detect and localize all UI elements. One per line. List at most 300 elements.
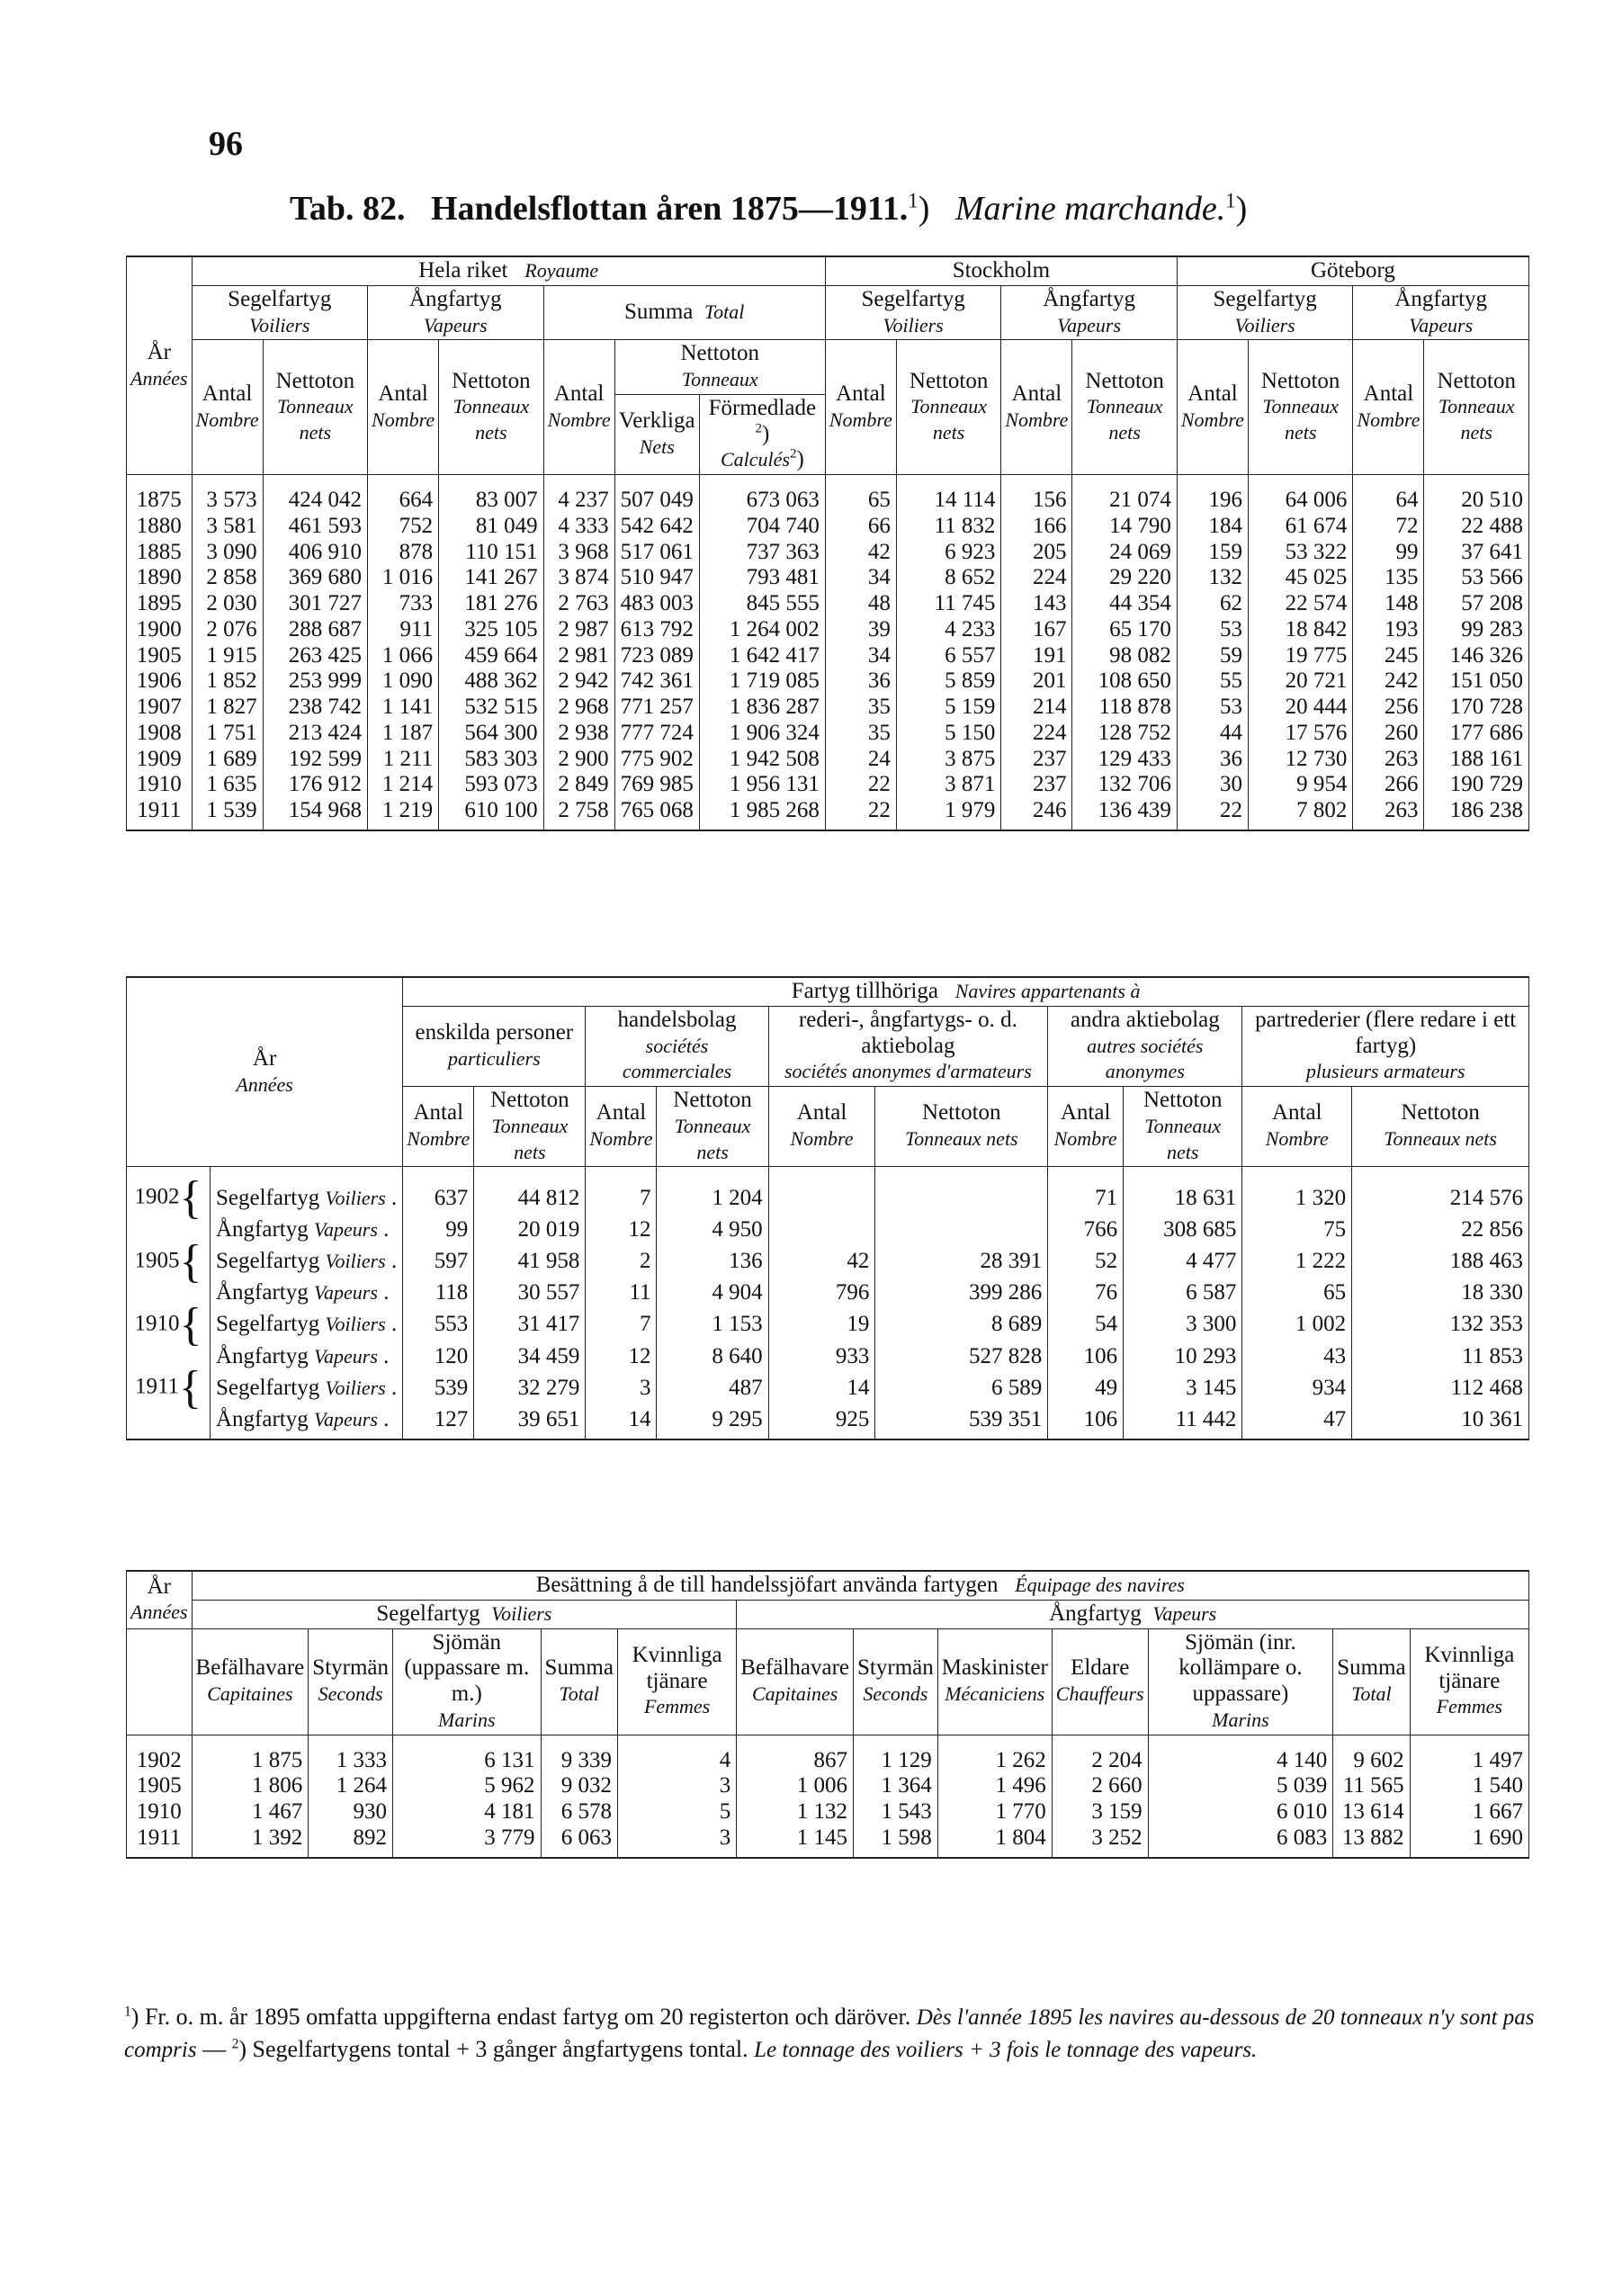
crew-table xyxy=(126,1570,1529,1859)
year-header: År Années xyxy=(127,256,193,475)
value-cell: 553 xyxy=(403,1306,474,1344)
value-cell: 796 xyxy=(768,1280,875,1306)
value-cell: 845 555 xyxy=(699,591,825,617)
value-cell: 53 322 xyxy=(1248,540,1352,566)
gbg-angf-header: Ångfartyg Vapeurs xyxy=(1353,285,1529,340)
crew-angf-header: Ångfartyg Vapeurs xyxy=(737,1600,1529,1628)
value-cell: 132 353 xyxy=(1352,1306,1529,1344)
value-cell: 18 842 xyxy=(1248,617,1352,643)
value-cell: 673 063 xyxy=(699,475,825,514)
value-cell: 181 276 xyxy=(439,591,543,617)
value-cell: 8 640 xyxy=(657,1344,768,1370)
value-cell: 44 812 xyxy=(474,1167,586,1217)
value-cell: 1 852 xyxy=(192,668,263,695)
value-cell: 1 539 xyxy=(192,798,263,830)
antal-header: Antal Nombre xyxy=(1001,340,1072,475)
value-cell: 4 237 xyxy=(543,475,614,514)
value-cell: 156 xyxy=(1001,475,1072,514)
value-cell: 98 082 xyxy=(1072,643,1177,669)
value-cell: 2 900 xyxy=(543,747,614,773)
summa-header: Summa Total xyxy=(541,1628,617,1735)
value-cell: 8 652 xyxy=(896,565,1000,591)
value-cell: 188 463 xyxy=(1352,1243,1529,1281)
value-cell: 52 xyxy=(1048,1243,1124,1281)
value-cell: 6 578 xyxy=(541,1799,617,1825)
value-cell: 7 xyxy=(586,1306,657,1344)
value-cell: 3 xyxy=(617,1773,736,1799)
value-cell: 22 488 xyxy=(1424,514,1529,540)
value-cell: 878 xyxy=(368,540,439,566)
value-cell: 29 220 xyxy=(1072,565,1177,591)
ownership-row xyxy=(127,1407,1529,1439)
value-cell: 214 576 xyxy=(1352,1167,1529,1217)
vessel-type-label: Ångfartyg Vapeurs . xyxy=(211,1280,403,1306)
year-cell: 1910{ xyxy=(127,1306,211,1344)
year-cell: 1902{ xyxy=(127,1167,211,1217)
value-cell: 20 019 xyxy=(474,1217,586,1243)
value-cell: 2 076 xyxy=(192,617,263,643)
value-cell: 166 xyxy=(1001,514,1072,540)
title-french: Marine marchande. xyxy=(954,190,1226,228)
crew-row xyxy=(127,1825,1529,1858)
value-cell: 610 100 xyxy=(439,798,543,830)
value-cell: 55 xyxy=(1177,668,1248,695)
value-cell: 488 362 xyxy=(439,668,543,695)
value-cell: 507 049 xyxy=(614,475,699,514)
table-number: Tab. 82. xyxy=(290,190,406,228)
value-cell: 4 181 xyxy=(393,1799,542,1825)
value-cell: 106 xyxy=(1048,1344,1124,1370)
hela-riket-header: Hela riket Royaume xyxy=(192,256,825,285)
value-cell: 3 573 xyxy=(192,475,263,514)
value-cell: 81 049 xyxy=(439,514,543,540)
value-cell: 128 752 xyxy=(1072,721,1177,747)
gbg-segel-header: Segelfartyg Voiliers xyxy=(1177,285,1353,340)
value-cell: 1 016 xyxy=(368,565,439,591)
value-cell: 141 267 xyxy=(439,565,543,591)
value-cell: 2 858 xyxy=(192,565,263,591)
value-cell: 1 090 xyxy=(368,668,439,695)
value-cell: 22 xyxy=(1177,798,1248,830)
value-cell: 83 007 xyxy=(439,475,543,514)
year-cell: 1908 xyxy=(127,721,193,747)
value-cell: 3 874 xyxy=(543,565,614,591)
ownership-row xyxy=(127,1217,1529,1243)
summa-header: Summa Total xyxy=(1333,1628,1410,1735)
value-cell: 17 576 xyxy=(1248,721,1352,747)
value-cell: 59 xyxy=(1177,643,1248,669)
value-cell: 39 xyxy=(825,617,896,643)
value-cell: 11 xyxy=(586,1280,657,1306)
value-cell: 1 804 xyxy=(937,1825,1052,1858)
value-cell: 3 159 xyxy=(1052,1799,1148,1825)
footnotes: $^1$) Fr. o. m. år 1895 omfatta uppgifterna endast fartyg om 20 registerton och däröver. Dès l'année 1895 les navires au-dessous de 20 tonneaux n'y sont pas compris — $^2$) Segelfartygens tontal + 3 gånger ångfartygens tontal. Le tonnage des voiliers + 3 fois le tonnage des vapeurs. xyxy=(124,2004,1535,2062)
value-cell: 263 425 xyxy=(263,643,367,669)
value-cell: 766 xyxy=(1048,1217,1124,1243)
value-cell xyxy=(768,1217,875,1243)
value-cell: 14 790 xyxy=(1072,514,1177,540)
year-cell: 1911 xyxy=(127,1825,193,1858)
value-cell: 260 xyxy=(1353,721,1424,747)
value-cell: 769 985 xyxy=(614,772,699,798)
value-cell: 2 968 xyxy=(543,695,614,721)
vessel-type-label: Ångfartyg Vapeurs . xyxy=(211,1344,403,1370)
value-cell: 4 477 xyxy=(1124,1243,1242,1281)
value-cell: 129 433 xyxy=(1072,747,1177,773)
value-cell: 483 003 xyxy=(614,591,699,617)
value-cell: 224 xyxy=(1001,565,1072,591)
value-cell: 925 xyxy=(768,1407,875,1439)
value-cell: 31 417 xyxy=(474,1306,586,1344)
value-cell: 136 xyxy=(657,1243,768,1281)
value-cell: 11 442 xyxy=(1124,1407,1242,1439)
value-cell: 539 351 xyxy=(875,1407,1048,1439)
value-cell: 132 706 xyxy=(1072,772,1177,798)
value-cell: 48 xyxy=(825,591,896,617)
value-cell: 1 598 xyxy=(854,1825,938,1858)
value-cell: 192 599 xyxy=(263,747,367,773)
value-cell xyxy=(768,1167,875,1217)
nettoton-header: Nettoton Tonneaux nets xyxy=(263,340,367,475)
value-cell: 3 090 xyxy=(192,540,263,566)
value-cell: 1 333 xyxy=(309,1735,393,1773)
antal-header: Antal Nombre xyxy=(192,340,263,475)
nettoton-header: Nettoton Tonneaux nets xyxy=(1424,340,1529,475)
value-cell: 18 330 xyxy=(1352,1280,1529,1306)
value-cell: 1 132 xyxy=(737,1799,854,1825)
year-cell: 1909 xyxy=(127,747,193,773)
value-cell: 53 566 xyxy=(1424,565,1529,591)
value-cell: 406 910 xyxy=(263,540,367,566)
fleet-row xyxy=(127,798,1529,830)
value-cell: 1 540 xyxy=(1410,1773,1528,1799)
value-cell: 5 859 xyxy=(896,668,1000,695)
value-cell: 146 326 xyxy=(1424,643,1529,669)
nettoton-header: Nettoton Tonneaux nets xyxy=(1072,340,1177,475)
value-cell: 112 468 xyxy=(1352,1369,1529,1407)
value-cell: 11 745 xyxy=(896,591,1000,617)
value-cell: 10 361 xyxy=(1352,1407,1529,1439)
value-cell: 246 xyxy=(1001,798,1072,830)
year-header-2: År Années xyxy=(127,977,403,1167)
nettoton-header: Nettoton Tonneaux nets xyxy=(1248,340,1352,475)
value-cell: 64 006 xyxy=(1248,475,1352,514)
ownership-row xyxy=(127,1167,1529,1217)
antal-header: Antal Nombre xyxy=(1353,340,1424,475)
value-cell: 32 279 xyxy=(474,1369,586,1407)
crew-row xyxy=(127,1773,1529,1799)
value-cell: 1 264 xyxy=(309,1773,393,1799)
value-cell: 132 xyxy=(1177,565,1248,591)
value-cell: 20 510 xyxy=(1424,475,1529,514)
value-cell: 214 xyxy=(1001,695,1072,721)
ownership-row xyxy=(127,1306,1529,1344)
value-cell: 20 721 xyxy=(1248,668,1352,695)
vessel-type-label: Segelfartyg Voiliers . xyxy=(211,1369,403,1407)
fleet-row xyxy=(127,668,1529,695)
befal-header: Befälhavare Capitaines xyxy=(192,1628,309,1735)
value-cell: 9 032 xyxy=(541,1773,617,1799)
value-cell: 2 030 xyxy=(192,591,263,617)
antal-header: Antal Nombre xyxy=(368,340,439,475)
value-cell: 184 xyxy=(1177,514,1248,540)
value-cell: 49 xyxy=(1048,1369,1124,1407)
value-cell: 933 xyxy=(768,1344,875,1370)
year-cell: 1905 xyxy=(127,643,193,669)
value-cell: 167 xyxy=(1001,617,1072,643)
fleet-row xyxy=(127,695,1529,721)
year-cell: 1905{ xyxy=(127,1243,211,1281)
crew-row xyxy=(127,1799,1529,1825)
value-cell: 4 xyxy=(617,1735,736,1773)
crew-segel-header: Segelfartyg Voiliers xyxy=(192,1600,737,1628)
value-cell: 34 459 xyxy=(474,1344,586,1370)
value-cell: 1 543 xyxy=(854,1799,938,1825)
nettoton-header: Nettoton Tonneaux nets xyxy=(875,1087,1048,1167)
value-cell: 6 587 xyxy=(1124,1280,1242,1306)
value-cell: 517 061 xyxy=(614,540,699,566)
value-cell: 2 849 xyxy=(543,772,614,798)
eldare-header: Eldare Chauffeurs xyxy=(1052,1628,1148,1735)
value-cell: 186 238 xyxy=(1424,798,1529,830)
value-cell: 2 763 xyxy=(543,591,614,617)
value-cell: 3 871 xyxy=(896,772,1000,798)
value-cell: 867 xyxy=(737,1735,854,1773)
stockholm-header: Stockholm xyxy=(825,256,1177,285)
value-cell: 61 674 xyxy=(1248,514,1352,540)
year-cell: 1911 xyxy=(127,798,193,830)
title-footnote-mark: 1 xyxy=(908,189,919,212)
value-cell: 1 915 xyxy=(192,643,263,669)
value-cell: 723 089 xyxy=(614,643,699,669)
value-cell: 30 xyxy=(1177,772,1248,798)
value-cell: 637 xyxy=(403,1167,474,1217)
fleet-row xyxy=(127,540,1529,566)
value-cell: 237 xyxy=(1001,772,1072,798)
value-cell: 510 947 xyxy=(614,565,699,591)
goteborg-header: Göteborg xyxy=(1177,256,1528,285)
antal-header: Antal Nombre xyxy=(543,340,614,475)
value-cell: 6 923 xyxy=(896,540,1000,566)
value-cell: 487 xyxy=(657,1369,768,1407)
value-cell: 148 xyxy=(1353,591,1424,617)
value-cell: 64 xyxy=(1353,475,1424,514)
value-cell: 45 025 xyxy=(1248,565,1352,591)
value-cell: 1 690 xyxy=(1410,1825,1528,1858)
value-cell: 24 xyxy=(825,747,896,773)
value-cell: 369 680 xyxy=(263,565,367,591)
value-cell: 1 985 268 xyxy=(699,798,825,830)
value-cell: 71 xyxy=(1048,1167,1124,1217)
value-cell: 143 xyxy=(1001,591,1072,617)
value-cell: 1 719 085 xyxy=(699,668,825,695)
value-cell xyxy=(875,1217,1048,1243)
value-cell: 3 875 xyxy=(896,747,1000,773)
fleet-row xyxy=(127,514,1529,540)
value-cell: 288 687 xyxy=(263,617,367,643)
value-cell: 65 xyxy=(1242,1280,1352,1306)
value-cell: 12 730 xyxy=(1248,747,1352,773)
value-cell: 263 xyxy=(1353,798,1424,830)
handelsbolag-header: handelsbolag sociétés commerciales xyxy=(586,1006,768,1086)
nettoton-header: Nettoton Tonneaux nets xyxy=(1124,1087,1242,1167)
value-cell: 8 689 xyxy=(875,1306,1048,1344)
value-cell: 4 333 xyxy=(543,514,614,540)
value-cell: 11 832 xyxy=(896,514,1000,540)
value-cell: 41 958 xyxy=(474,1243,586,1281)
value-cell: 542 642 xyxy=(614,514,699,540)
year-cell: 1905 xyxy=(127,1773,193,1799)
year-spacer xyxy=(127,1628,193,1735)
value-cell: 30 557 xyxy=(474,1280,586,1306)
vessel-type-label: Ångfartyg Vapeurs . xyxy=(211,1217,403,1243)
besattning-header: Besättning å de till handelssjöfart använda fartygen Équipage des navires xyxy=(192,1571,1528,1600)
value-cell: 664 xyxy=(368,475,439,514)
value-cell: 527 828 xyxy=(875,1344,1048,1370)
value-cell: 22 856 xyxy=(1352,1217,1529,1243)
value-cell: 44 xyxy=(1177,721,1248,747)
value-cell: 12 xyxy=(586,1344,657,1370)
value-cell: 733 xyxy=(368,591,439,617)
value-cell: 564 300 xyxy=(439,721,543,747)
sjoman-header: Sjömän (inr. kollämpare o. uppassare) Marins xyxy=(1148,1628,1333,1735)
value-cell: 1 836 287 xyxy=(699,695,825,721)
value-cell: 22 xyxy=(825,798,896,830)
riket-summa-header: Summa Total xyxy=(543,285,825,340)
maskinister-header: Maskinister Mécaniciens xyxy=(937,1628,1052,1735)
antal-header: Antal Nombre xyxy=(1048,1087,1124,1167)
value-cell: 1 906 324 xyxy=(699,721,825,747)
value-cell: 14 114 xyxy=(896,475,1000,514)
value-cell: 118 xyxy=(403,1280,474,1306)
value-cell: 1 211 xyxy=(368,747,439,773)
year-cell: 1910 xyxy=(127,1799,193,1825)
partrederier-header: partrederier (flere redare i ett fartyg) plusieurs armateurs xyxy=(1242,1006,1529,1086)
value-cell: 24 069 xyxy=(1072,540,1177,566)
value-cell: 224 xyxy=(1001,721,1072,747)
value-cell: 43 xyxy=(1242,1344,1352,1370)
nettoton-header: Nettoton Tonneaux nets xyxy=(896,340,1000,475)
value-cell: 190 729 xyxy=(1424,772,1529,798)
value-cell: 28 391 xyxy=(875,1243,1048,1281)
value-cell: 4 233 xyxy=(896,617,1000,643)
value-cell: 62 xyxy=(1177,591,1248,617)
value-cell: 1 827 xyxy=(192,695,263,721)
value-cell: 7 802 xyxy=(1248,798,1352,830)
antal-header: Antal Nombre xyxy=(1177,340,1248,475)
vessel-type-label: Ångfartyg Vapeurs . xyxy=(211,1407,403,1439)
ownership-row xyxy=(127,1344,1529,1370)
value-cell: 771 257 xyxy=(614,695,699,721)
enskilda-header: enskilda personer particuliers xyxy=(403,1006,586,1086)
value-cell: 65 170 xyxy=(1072,617,1177,643)
value-cell: 99 xyxy=(1353,540,1424,566)
value-cell: 2 660 xyxy=(1052,1773,1148,1799)
value-cell: 5 962 xyxy=(393,1773,542,1799)
value-cell: 424 042 xyxy=(263,475,367,514)
value-cell: 1 320 xyxy=(1242,1167,1352,1217)
value-cell: 4 904 xyxy=(657,1280,768,1306)
value-cell: 75 xyxy=(1242,1217,1352,1243)
value-cell: 19 775 xyxy=(1248,643,1352,669)
value-cell: 245 xyxy=(1353,643,1424,669)
value-cell: 53 xyxy=(1177,617,1248,643)
ownership-row xyxy=(127,1369,1529,1407)
value-cell: 44 354 xyxy=(1072,591,1177,617)
value-cell: 36 xyxy=(1177,747,1248,773)
year-cell: 1900 xyxy=(127,617,193,643)
value-cell: 301 727 xyxy=(263,591,367,617)
ownership-row xyxy=(127,1243,1529,1281)
value-cell: 193 xyxy=(1353,617,1424,643)
value-cell: 6 557 xyxy=(896,643,1000,669)
vessel-type-label: Segelfartyg Voiliers . xyxy=(211,1243,403,1281)
value-cell: 742 361 xyxy=(614,668,699,695)
value-cell: 21 074 xyxy=(1072,475,1177,514)
value-cell: 135 xyxy=(1353,565,1424,591)
value-cell: 2 942 xyxy=(543,668,614,695)
nettoton-header: Nettoton Tonneaux nets xyxy=(439,340,543,475)
value-cell: 6 083 xyxy=(1148,1825,1333,1858)
value-cell: 3 252 xyxy=(1052,1825,1148,1858)
value-cell: 22 574 xyxy=(1248,591,1352,617)
year-cell: 1880 xyxy=(127,514,193,540)
value-cell: 2 987 xyxy=(543,617,614,643)
value-cell: 1 635 xyxy=(192,772,263,798)
year-cell: 1885 xyxy=(127,540,193,566)
antal-header: Antal Nombre xyxy=(825,340,896,475)
value-cell: 583 303 xyxy=(439,747,543,773)
value-cell: 201 xyxy=(1001,668,1072,695)
value-cell: 242 xyxy=(1353,668,1424,695)
fleet-table xyxy=(126,256,1529,831)
value-cell: 154 968 xyxy=(263,798,367,830)
year-cell: 1890 xyxy=(127,565,193,591)
styrman-header: Styrmän Seconds xyxy=(309,1628,393,1735)
value-cell: 213 424 xyxy=(263,721,367,747)
value-cell: 3 300 xyxy=(1124,1306,1242,1344)
value-cell: 6 063 xyxy=(541,1825,617,1858)
footnote-2-sv: Segelfartygens tontal + 3 gånger ångfartygens tontal. xyxy=(252,2035,748,2062)
value-cell: 1 467 xyxy=(192,1799,309,1825)
fleet-row xyxy=(127,747,1529,773)
page-title: Tab. 82. Handelsflottan åren 1875—1911.$^1$) Marine marchande.$^1$) xyxy=(290,189,1248,228)
antal-header: Antal Nombre xyxy=(403,1087,474,1167)
value-cell: 205 xyxy=(1001,540,1072,566)
value-cell: 159 xyxy=(1177,540,1248,566)
kvinnliga-header: Kvinnliga tjänare Femmes xyxy=(617,1628,736,1735)
value-cell: 892 xyxy=(309,1825,393,1858)
value-cell: 170 728 xyxy=(1424,695,1529,721)
value-cell: 325 105 xyxy=(439,617,543,643)
value-cell: 65 xyxy=(825,475,896,514)
value-cell: 7 xyxy=(586,1167,657,1217)
year-cell: 1910 xyxy=(127,772,193,798)
value-cell: 1 066 xyxy=(368,643,439,669)
value-cell: 1 153 xyxy=(657,1306,768,1344)
tillhoriga-header: Fartyg tillhöriga Navires appartenants à xyxy=(403,977,1529,1006)
value-cell: 22 xyxy=(825,772,896,798)
value-cell: 1 214 xyxy=(368,772,439,798)
value-cell: 2 981 xyxy=(543,643,614,669)
nettoton-header: Nettoton Tonneaux nets xyxy=(474,1087,586,1167)
value-cell: 72 xyxy=(1353,514,1424,540)
value-cell: 14 xyxy=(768,1369,875,1407)
value-cell: 34 xyxy=(825,643,896,669)
value-cell: 777 724 xyxy=(614,721,699,747)
page-number: 96 xyxy=(209,125,243,163)
value-cell: 1 942 508 xyxy=(699,747,825,773)
